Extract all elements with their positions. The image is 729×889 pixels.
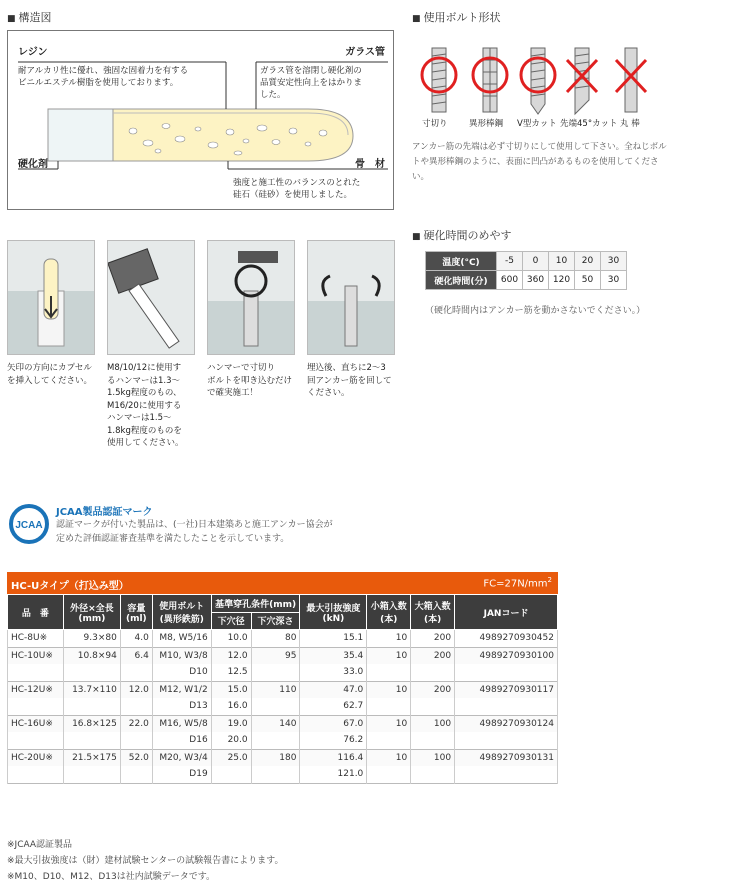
- cell-bolt: M12, W1/2: [152, 681, 211, 698]
- cell-max: 116.4: [300, 749, 367, 766]
- cell-vol: 4.0: [120, 630, 152, 648]
- cell-small: 10: [367, 630, 411, 648]
- step3-text: ハンマーで寸切り ボルトを叩き込むだけ で確実施工！: [207, 363, 293, 398]
- cell-size: [63, 698, 120, 715]
- cell-large: [411, 664, 455, 681]
- cure-time-header: 硬化時間(分): [426, 271, 497, 290]
- bolt-shapes-title: ■ 使用ボルト形状: [412, 11, 501, 24]
- hdr-vol: 容量 (ml): [120, 595, 152, 630]
- table-row: [8, 664, 558, 681]
- cell-size: [63, 766, 120, 783]
- table-row: [8, 715, 558, 732]
- cell-jan: [455, 732, 558, 749]
- cell-large: [411, 732, 455, 749]
- cell-jan: [455, 766, 558, 783]
- cell-part: HC-16U※: [8, 715, 64, 732]
- spec-type-title: HC-Uタイプ（打込み型）: [11, 581, 129, 592]
- bolt-shapes-note: アンカー筋の先端は必ず寸切りにして使用して下さい。全ねじボル トや異形棒鋼のように、表面に凹凸があるものを使用してくださ い。: [412, 142, 667, 182]
- cell-vol: [120, 698, 152, 715]
- cell-large: 100: [411, 749, 455, 766]
- cell-depth: 180: [251, 749, 300, 766]
- cell-large: 200: [411, 630, 455, 648]
- cell-bolt: D10: [152, 664, 211, 681]
- cell-dia: 10.0: [211, 630, 251, 648]
- hdr-hole: 基準穿孔条件(mm): [211, 595, 300, 613]
- cell-depth: 95: [251, 647, 300, 664]
- resin-label: レジン: [18, 47, 48, 58]
- jcaa-title: JCAA製品認証マーク: [56, 507, 153, 518]
- table-row: [8, 732, 558, 749]
- cell-size: [63, 664, 120, 681]
- cell-jan: 4989270930131: [455, 749, 558, 766]
- cell-part: HC-20U※: [8, 749, 64, 766]
- step4-text: 埋込後、直ちに2～3 回アンカー筋を回して ください。: [307, 363, 392, 398]
- cell-jan: 4989270930452: [455, 630, 558, 648]
- cell-small: 10: [367, 681, 411, 698]
- cell-max: 33.0: [300, 664, 367, 681]
- hdr-size: 外径×全長 (mm): [63, 595, 120, 630]
- spec-table: [7, 594, 558, 785]
- cell-bolt: D19: [152, 766, 211, 783]
- hdr-hole-dia: 下穴径: [211, 612, 251, 630]
- cell-size: 9.3×80: [63, 630, 120, 648]
- cell-jan: 4989270930124: [455, 715, 558, 732]
- cell-depth: [251, 732, 300, 749]
- resin-desc: 耐アルカリ性に優れ、強固な固着力を有する ビニルエステル樹脂を使用しております。: [18, 66, 189, 88]
- cell-bolt: M20, W3/4: [152, 749, 211, 766]
- cell-max: 76.2: [300, 732, 367, 749]
- hdr-hole-depth: 下穴深さ: [251, 612, 300, 630]
- aggregate-label: 骨 材: [355, 159, 385, 170]
- hardener-label: 硬化剤: [18, 159, 48, 170]
- cell-small: 10: [367, 715, 411, 732]
- jcaa-desc: 認証マークが付いた製品は、(一社)日本建築あと施工アンカー協会が 定めた評価認証審査基準を満たしたことを示しています。: [56, 520, 333, 544]
- cell-size: [63, 732, 120, 749]
- cell-large: [411, 766, 455, 783]
- aggregate-desc: 強度と施工性のバランスのとれた 硅石（硅砂）を使用しました。: [233, 178, 361, 200]
- footnote-1: ※JCAA認証製品: [7, 840, 73, 850]
- cell-depth: 140: [251, 715, 300, 732]
- cure-note: （硬化時間内はアンカー筋を動かさないでください。）: [425, 306, 646, 316]
- step1-image: [7, 240, 95, 355]
- cell-depth: [251, 664, 300, 681]
- cell-max: 62.7: [300, 698, 367, 715]
- cure-temp-header: 温度(°C): [426, 252, 497, 271]
- cell-bolt: M16, W5/8: [152, 715, 211, 732]
- cell-size: 21.5×175: [63, 749, 120, 766]
- cell-part: [8, 664, 64, 681]
- step3-image: [207, 240, 295, 355]
- cell-large: 200: [411, 647, 455, 664]
- cell-vol: [120, 766, 152, 783]
- cell-part: [8, 766, 64, 783]
- step4-image: [307, 240, 395, 355]
- cell-bolt: M8, W5/16: [152, 630, 211, 648]
- cure-time-row: 硬化時間(分) 600 360 120 50 30: [426, 271, 627, 290]
- deformed-bar-icon: [473, 48, 507, 112]
- cell-size: 10.8×94: [63, 647, 120, 664]
- glass-label: ガラス管: [345, 47, 385, 58]
- cell-jan: [455, 698, 558, 715]
- hdr-max: 最大引抜強度 (kN): [300, 595, 367, 630]
- cell-dia: 19.0: [211, 715, 251, 732]
- hdr-large: 大箱入数 (本): [411, 595, 455, 630]
- cell-vol: 6.4: [120, 647, 152, 664]
- cell-dia: 25.0: [211, 749, 251, 766]
- cell-dia: 12.0: [211, 647, 251, 664]
- bolt-label-threaded: 寸切り: [422, 119, 448, 129]
- cell-max: 67.0: [300, 715, 367, 732]
- cell-part: HC-12U※: [8, 681, 64, 698]
- table-row: [8, 766, 558, 783]
- step2-text: M8/10/12に使用す るハンマーは1.3～ 1.5kg程度のもの、 M16/20に使用する ハンマーは1.5～ 1.8kg程度のものを 使用してください。: [107, 363, 184, 448]
- cell-part: HC-8U※: [8, 630, 64, 648]
- spec-fc: $FC=27N/mm^2$: [483, 576, 552, 590]
- cell-depth: 110: [251, 681, 300, 698]
- cell-dia: 20.0: [211, 732, 251, 749]
- cell-small: 10: [367, 647, 411, 664]
- cell-part: HC-10U※: [8, 647, 64, 664]
- structure-diagram: [7, 30, 394, 210]
- cell-small: [367, 664, 411, 681]
- cell-small: [367, 766, 411, 783]
- cure-table: [425, 251, 627, 290]
- bolt-label-deformed: 異形棒鋼: [469, 119, 504, 129]
- cell-depth: 80: [251, 630, 300, 648]
- cell-max: 121.0: [300, 766, 367, 783]
- footnote-3: ※M10、D10、M12、D13は社内試験データです。: [7, 872, 216, 882]
- cell-large: 200: [411, 681, 455, 698]
- table-row: [8, 698, 558, 715]
- cell-part: [8, 732, 64, 749]
- cell-max: 15.1: [300, 630, 367, 648]
- bolt-label-anglecut: 先端45°カット: [560, 119, 618, 129]
- cell-small: [367, 732, 411, 749]
- cell-max: 47.0: [300, 681, 367, 698]
- cell-part: [8, 698, 64, 715]
- spec-type-bar: [7, 572, 558, 594]
- cell-jan: 4989270930117: [455, 681, 558, 698]
- cell-bolt: D13: [152, 698, 211, 715]
- cell-depth: [251, 698, 300, 715]
- v-cut-bolt-icon: [521, 48, 555, 114]
- cell-dia: 16.0: [211, 698, 251, 715]
- step1-text: 矢印の方向にカプセル を挿入してください。: [7, 363, 93, 386]
- cell-small: [367, 698, 411, 715]
- bolt-shape-labels: [412, 117, 662, 131]
- cell-jan: 4989270930100: [455, 647, 558, 664]
- cell-dia: [211, 766, 251, 783]
- cell-jan: [455, 664, 558, 681]
- hdr-small: 小箱入数 (本): [367, 595, 411, 630]
- jcaa-logo: [8, 503, 50, 545]
- cell-vol: 52.0: [120, 749, 152, 766]
- bolt-label-vcut: V型カット: [517, 119, 557, 129]
- cell-vol: [120, 732, 152, 749]
- cure-temp-row: 温度(°C) -5 0 10 20 30: [426, 252, 627, 271]
- step2-image: [107, 240, 195, 355]
- structure-title: ■ 構造図: [7, 11, 52, 24]
- glass-desc: ガラス管を溶閉し硬化剤の 品質安定性向上をはかりま した。: [260, 66, 363, 100]
- cell-vol: 22.0: [120, 715, 152, 732]
- hdr-part: 品 番: [8, 595, 64, 630]
- jcaa-logo-text: JCAA: [15, 520, 43, 531]
- round-bar-icon: [616, 48, 646, 112]
- cell-size: 13.7×110: [63, 681, 120, 698]
- cure-title: ■ 硬化時間のめやす: [412, 229, 512, 242]
- cell-depth: [251, 766, 300, 783]
- bolt-label-round: 丸 棒: [620, 119, 640, 129]
- bolt-shapes-illustration: [412, 40, 662, 120]
- cell-large: 100: [411, 715, 455, 732]
- angle-cut-bolt-icon: [567, 48, 597, 114]
- table-row: [8, 749, 558, 766]
- hdr-jan: JANコード: [455, 595, 558, 630]
- cell-vol: [120, 664, 152, 681]
- cell-bolt: M10, W3/8: [152, 647, 211, 664]
- cell-dia: 12.5: [211, 664, 251, 681]
- cell-bolt: D16: [152, 732, 211, 749]
- cell-size: 16.8×125: [63, 715, 120, 732]
- table-row: [8, 647, 558, 664]
- cell-large: [411, 698, 455, 715]
- threaded-bolt-icon: [422, 48, 456, 112]
- table-row: [8, 630, 558, 648]
- footnote-2: ※最大引抜強度は（財）建材試験センターの試験報告書によります。: [7, 856, 284, 866]
- cell-vol: 12.0: [120, 681, 152, 698]
- table-row: [8, 681, 558, 698]
- hdr-bolt: 使用ボルト (異形鉄筋): [152, 595, 211, 630]
- cell-small: 10: [367, 749, 411, 766]
- cell-max: 35.4: [300, 647, 367, 664]
- cell-dia: 15.0: [211, 681, 251, 698]
